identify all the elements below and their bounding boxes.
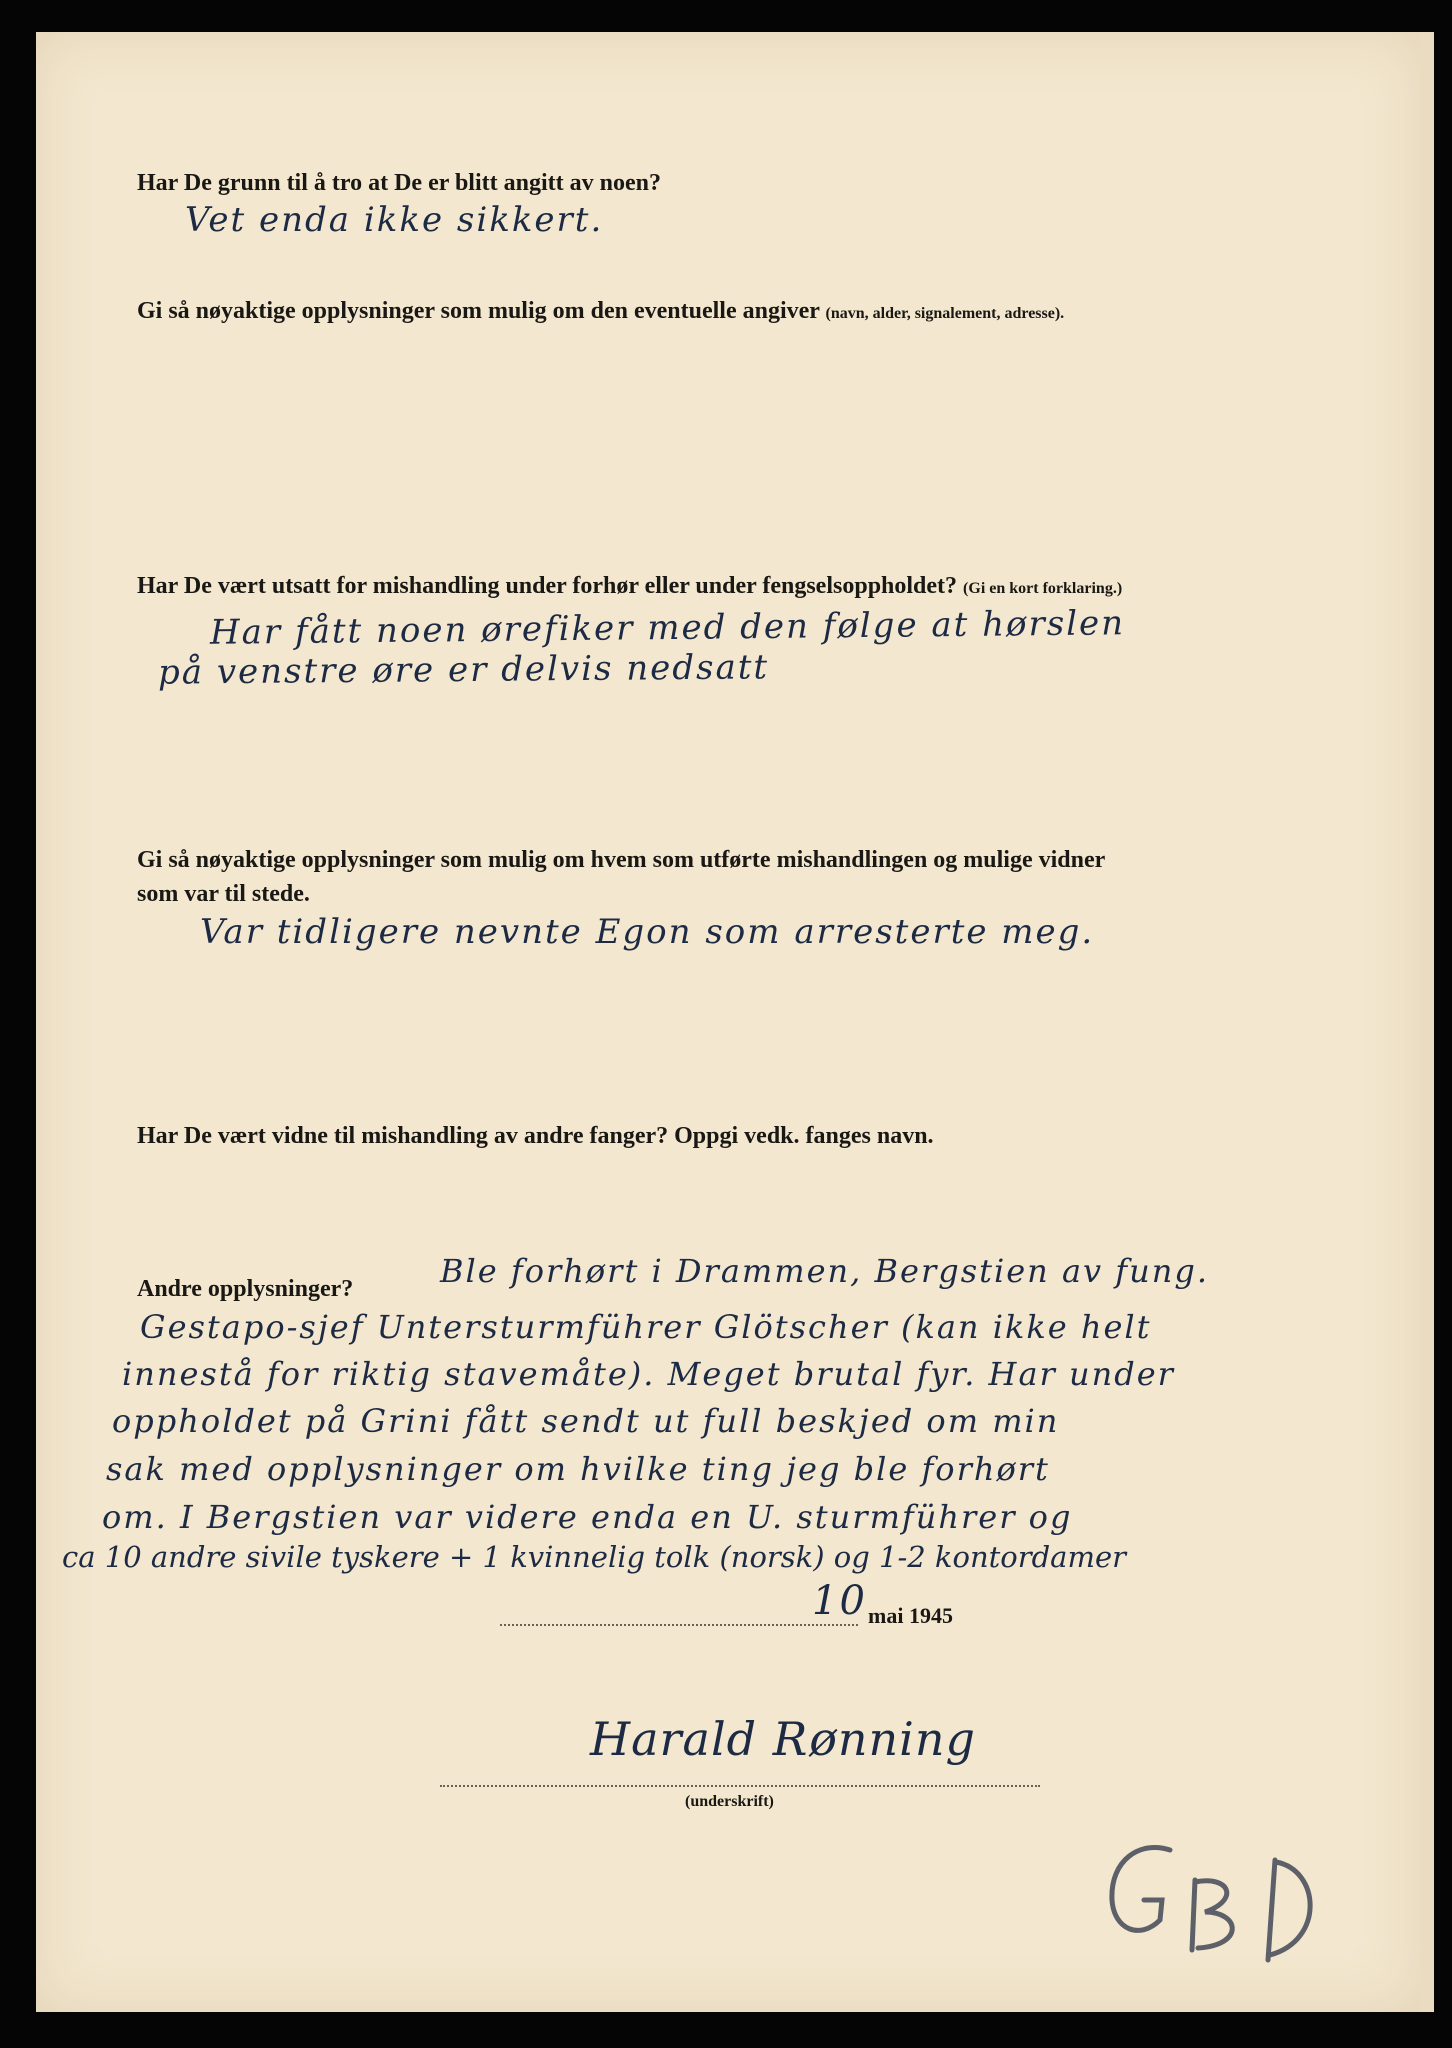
question-2-text: Gi så nøyaktige opplysninger som mulig om den eventuelle angiver [137,298,820,324]
question-6: Andre opplysninger? [137,1276,354,1302]
question-3-text: Har De vært utsatt for mishandling under forhør eller under fengselsoppholdet? [137,573,958,599]
initials-mark [1100,1820,1340,1970]
answer-6-line-3: innestå for riktig stavemåte). Meget brutal fyr. Har under [122,1355,1175,1393]
answer-3-line-2: på venstre øre er delvis nedsatt [157,647,770,693]
answer-1: Vet enda ikke sikkert. [185,200,604,240]
paper-edge [1420,32,1434,2012]
question-1: Har De grunn til å tro at De er blitt angitt av noen? [137,170,661,196]
answer-6-line-2: Gestapo-sjef Untersturmführer Glötscher (kan ikke helt [140,1308,1152,1346]
answer-3-line-1: Har fått noen ørefiker med den følge at hørslen [209,603,1126,653]
answer-6-line-1: Ble forhørt i Drammen, Bergstien av fung. [440,1252,1209,1290]
question-4-line-2: som var til stede. [137,881,310,907]
question-3-note: (Gi en kort forklaring.) [963,580,1123,597]
answer-4: Var tidligere nevnte Egon som arresterte meg. [200,912,1095,952]
signature-line [440,1785,1040,1787]
date-line [500,1624,858,1626]
answer-6-line-5: sak med opplysninger om hvilke ting jeg ble forhørt [106,1450,1050,1488]
signature-label: (underskrift) [685,1793,774,1810]
date-text: mai 1945 [868,1603,953,1628]
question-2-note: (navn, alder, signalement, adresse). [825,305,1065,322]
date-day: 10 [812,1578,867,1624]
answer-6-line-6: om. I Bergstien var videre enda en U. sturmführer og [102,1498,1073,1536]
question-3 [137,573,1122,600]
signature: Harald Rønning [590,1712,976,1766]
question-2 [137,298,1064,325]
answer-6-line-4: oppholdet på Grini fått sendt ut full beskjed om min [112,1402,1060,1440]
answer-6-line-7: ca 10 andre sivile tyskere + 1 kvinnelig tolk (norsk) og 1-2 kontordamer [62,1540,1126,1574]
question-4-line-1: Gi så nøyaktige opplysninger som mulig om hvem som utførte mishandlingen og mulige vidner [137,847,1106,873]
question-5: Har De vært vidne til mishandling av andre fanger? Oppgi vedk. fanges navn. [137,1123,934,1149]
